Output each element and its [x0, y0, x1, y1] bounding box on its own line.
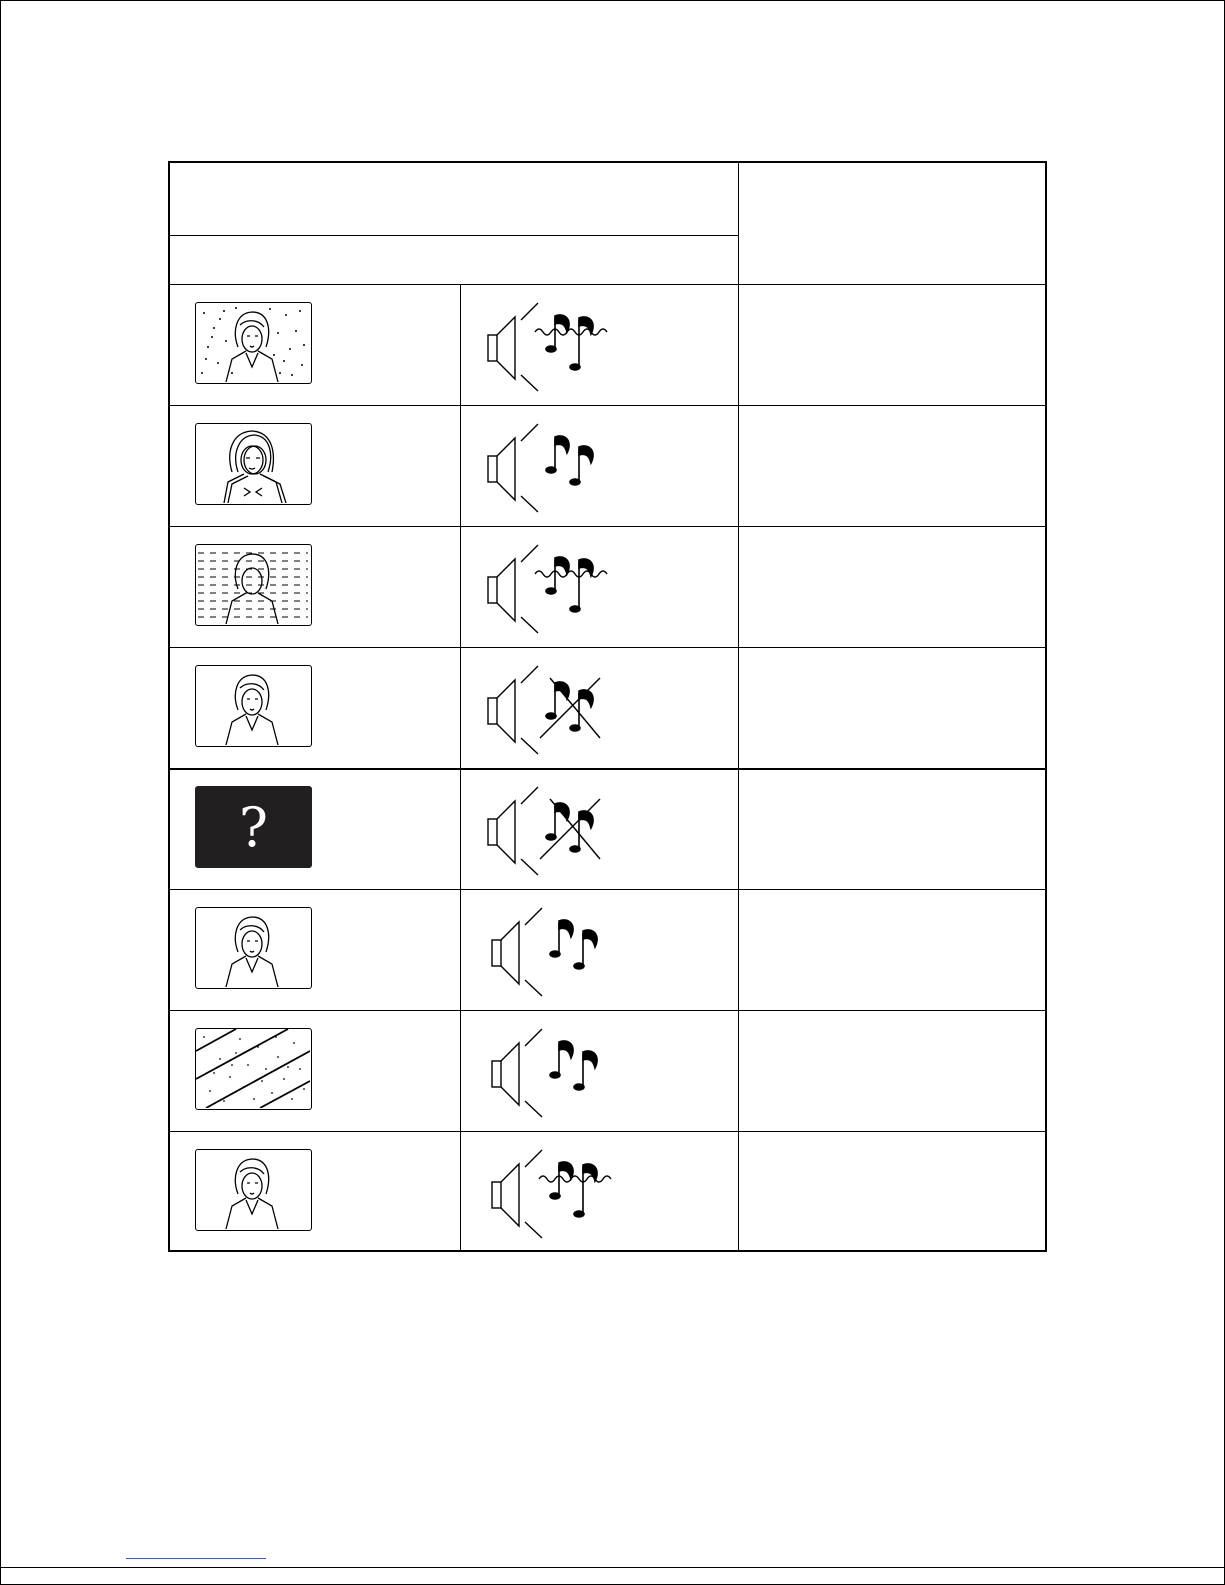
symptom-header: [170, 163, 738, 235]
noisy-sound-icon: [475, 532, 625, 642]
remedy-text: [748, 899, 1038, 999]
diagonal-interference-picture-icon: [195, 1028, 312, 1110]
remedy-header: [740, 163, 1045, 284]
remedy-text: [748, 294, 1038, 394]
remedy-text: [748, 1020, 1038, 1120]
link-underline[interactable]: [126, 1558, 266, 1559]
table-row: [170, 405, 1045, 526]
normal-picture-icon: [195, 907, 312, 989]
troubleshooting-table: [168, 161, 1047, 1252]
remedy-text: [748, 657, 1038, 757]
remedy-text: [748, 778, 1038, 878]
table-row: [170, 647, 1045, 768]
normal-picture-icon: [195, 665, 312, 747]
question-mark-icon: ?: [239, 795, 268, 859]
no-sound-icon: [475, 653, 625, 763]
noisy-sound-icon: [475, 1137, 625, 1247]
snowy-picture-icon: [195, 302, 312, 384]
bottom-rule: [0, 1567, 1225, 1568]
table-row: [170, 284, 1045, 405]
noisy-sound-icon: [475, 290, 625, 400]
striped-picture-icon: [195, 544, 312, 626]
no-sound-icon: [475, 774, 625, 884]
table-row: [170, 889, 1045, 1010]
table-row: [170, 768, 1045, 889]
header-divider: [170, 235, 738, 236]
remedy-text: [748, 415, 1038, 515]
normal-sound-icon: [475, 1016, 625, 1126]
table-row: [170, 526, 1045, 647]
table-row: [170, 1131, 1045, 1252]
picture-column-header: [170, 236, 460, 284]
remedy-text: [748, 536, 1038, 636]
no-picture-icon: [195, 786, 312, 868]
sound-column-header: [462, 236, 738, 284]
table-row: [170, 1010, 1045, 1131]
ghost-picture-icon: [195, 423, 312, 505]
normal-sound-icon: [475, 895, 625, 1005]
remedy-text: [748, 1141, 1038, 1241]
normal-sound-icon: [475, 411, 625, 521]
normal-picture-icon: [195, 1149, 312, 1231]
